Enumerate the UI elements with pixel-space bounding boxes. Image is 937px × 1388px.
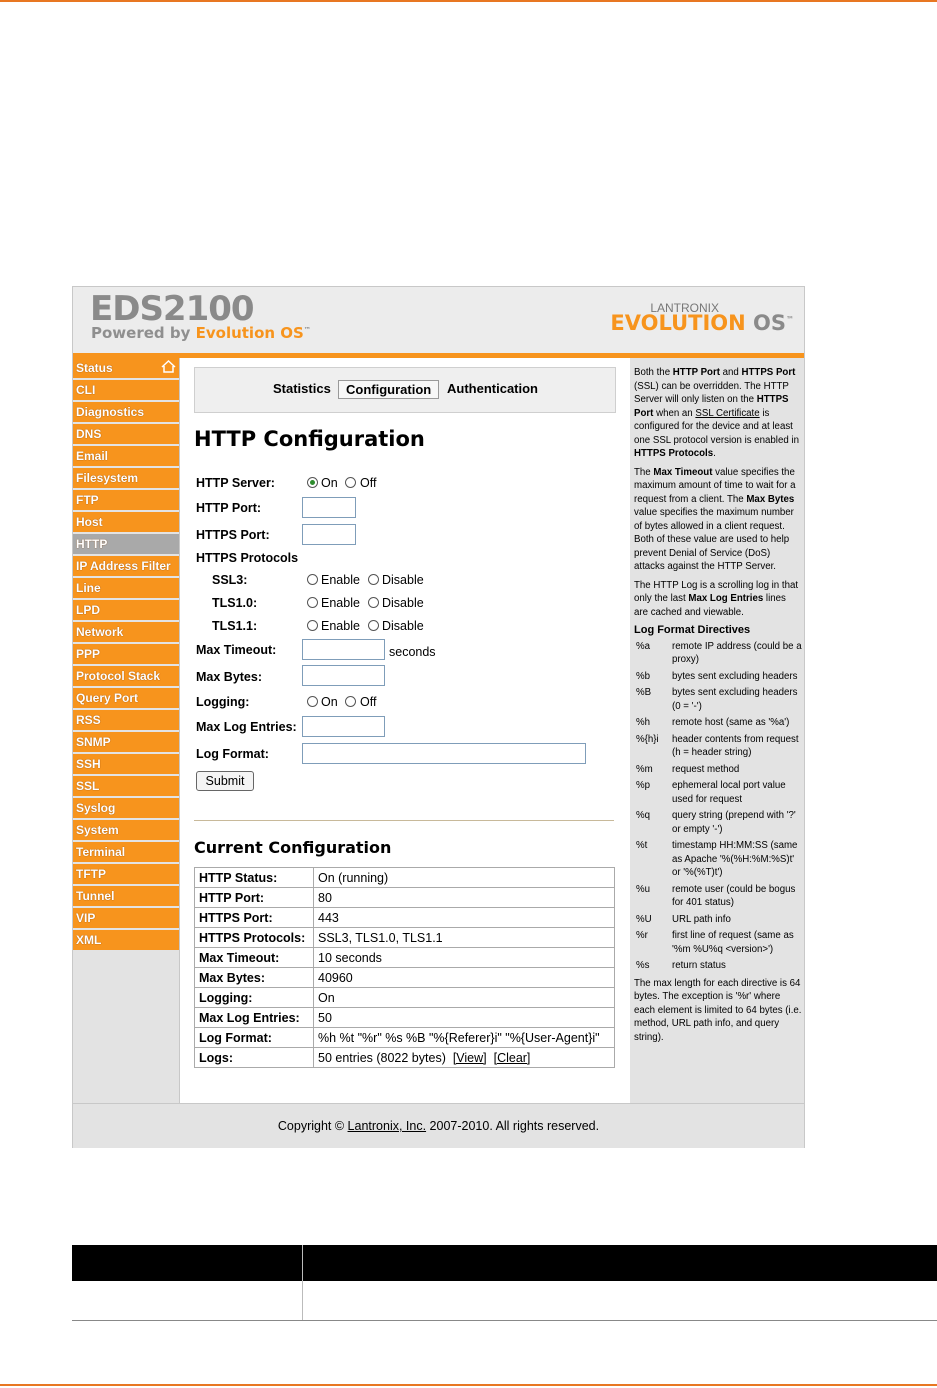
sidebar-item-label: Host [76,515,103,529]
sidebar-item[interactable] [73,798,179,818]
table-row [195,948,615,968]
config-key: Log Format: [195,1028,314,1048]
max-timeout-label: Max Timeout: [196,643,277,657]
tab-authentication[interactable]: Authentication [447,381,538,396]
help-text: value specifies the maximum number of bytes allowed in a client request. Both of these value are used to help prevent Denial of Service (DoS) attacks against the HTTP Server. [634,507,794,572]
tls10-enable-label: Enable [321,596,360,610]
sidebar-item-label: TFTP [76,867,106,881]
directive-desc: bytes sent excluding headers (0 = '-') [672,687,798,712]
sidebar-item-label: PPP [76,647,101,661]
directive-desc: URL path info [672,913,731,925]
directive-row [634,809,802,836]
section-divider [194,820,614,821]
log-format-label: Log Format: [196,747,269,761]
sidebar-item-label: XML [76,933,102,947]
table-row [195,868,615,888]
http-server-off-radio[interactable] [345,477,356,488]
sidebar-item[interactable] [73,710,179,730]
https-protocols-label: HTTPS Protocols [196,551,299,565]
sidebar-item-label: Line [76,581,101,595]
logging-on-radio[interactable] [307,696,318,707]
powered-prefix: Powered by [91,324,196,342]
directive-row [634,716,802,730]
http-server-on-radio[interactable] [307,477,318,488]
config-key: Logging: [195,988,314,1008]
logs-value [314,1048,615,1068]
sidebar-item-label: RSS [76,713,101,727]
directive-desc: request method [672,763,740,775]
sidebar-item-label: VIP [76,911,96,925]
help-text: (SSL) can be overridden. The HTTP Server will only listen on the [634,380,789,405]
sidebar-item-label: System [76,823,119,837]
logging-label: Logging: [196,695,250,709]
tls10-disable-label: Disable [382,596,424,610]
table-row [195,968,615,988]
tab-bar [194,367,616,413]
config-value: 443 [314,908,615,928]
sidebar-item-label: SSL [76,779,100,793]
sidebar-nav [73,358,179,952]
table-row [195,1028,615,1048]
directive-row [634,640,802,667]
sidebar-item[interactable] [73,380,179,400]
ssl3-disable-radio[interactable] [368,574,379,585]
sidebar-item[interactable] [73,842,179,862]
ssl3-disable-label: Disable [382,573,424,587]
config-value: 50 [314,1008,615,1028]
sidebar-item[interactable] [73,776,179,796]
directive-desc: bytes sent excluding headers [672,670,798,682]
directive-code: %u [636,883,651,895]
footer-copyright: Copyright © [277,1119,348,1133]
directive-code: %U [636,913,652,925]
logo-os: OS [753,311,786,335]
clear-logs-link[interactable]: [Clear] [493,1050,531,1065]
http-server-on-label: On [321,476,338,490]
log-format-input[interactable] [302,743,586,764]
config-value: On [314,988,615,1008]
help-bold: Max Log Entries [688,593,764,604]
sidebar-item[interactable] [73,908,179,928]
current-config-table [194,867,615,1068]
help-bold: HTTPS Port [741,367,796,378]
table-row [195,888,615,908]
sidebar-item[interactable] [73,490,179,510]
https-port-label: HTTPS Port: [196,528,270,542]
sidebar-item[interactable] [73,556,179,576]
config-key: HTTP Port: [195,888,314,908]
directive-row [634,839,802,880]
logging-off-radio[interactable] [345,696,356,707]
config-key: Max Log Entries: [195,1008,314,1028]
powered-by [91,324,311,342]
help-text: The HTTP Log is a scrolling log in that only the last [634,579,799,604]
main-content [179,358,631,1103]
page-title: HTTP Configuration [194,427,425,451]
config-value: On (running) [314,868,615,888]
sidebar-item[interactable] [73,644,179,664]
https-port-input[interactable] [302,524,356,545]
sidebar-item[interactable] [73,886,179,906]
http-server-off-label: Off [360,476,377,490]
view-logs-link[interactable]: [View] [452,1050,487,1065]
sidebar-item[interactable] [73,688,179,708]
sidebar-item[interactable] [73,622,179,642]
directive-code: %s [636,960,650,971]
ssl3-label: SSL3: [212,573,248,587]
directive-desc: timestamp HH:MM:SS (same as Apache '%(%H:%M:%S)t' or '%(%T)t') [672,840,798,878]
directive-code: %q [636,810,651,821]
directive-row [634,779,802,806]
config-value: %h %t "%r" %s %B "%{Referer}i" "%{User-Agent}i" [314,1028,615,1048]
help-bold: HTTPS Protocols [634,448,714,459]
tab-configuration[interactable]: Configuration [338,380,439,399]
help-bold: HTTP Port [672,367,720,378]
powered-brand: Evolution OS [195,324,304,342]
sidebar-item-label: Email [76,449,109,463]
sidebar-item[interactable] [73,424,179,444]
sidebar-item[interactable] [73,468,179,488]
product-name: EDS2100 [90,289,254,329]
table-row [195,988,615,1008]
sidebar-item[interactable] [73,512,179,532]
logo-evolution: EVOLUTION [610,311,746,335]
logging-on-label: On [321,695,338,709]
table-row [195,908,615,928]
doc-table-divider [302,1245,303,1321]
sidebar-item-label: Status [76,361,113,375]
sidebar-item-label: Network [76,625,124,639]
directive-code: %a [636,640,651,652]
top-rule [0,0,937,2]
sidebar-item[interactable] [73,864,179,884]
tls10-label: TLS1.0: [212,596,258,610]
logs-label: Logs: [195,1048,314,1068]
tls11-enable-radio[interactable] [307,620,318,631]
directive-row [634,959,802,973]
help-text: value specifies the maximum amount of time to wait for a request from a client. The [634,466,796,505]
sidebar-item-label: LPD [76,603,100,617]
sidebar-item[interactable] [73,930,179,950]
sidebar-item-label: FTP [76,493,99,507]
max-log-entries-input[interactable] [302,716,385,737]
help-text: The [634,466,654,478]
sidebar-item-label: Terminal [76,845,126,859]
sidebar-item[interactable] [73,666,179,686]
http-port-label: HTTP Port: [196,501,262,515]
help-text: Both the [634,367,673,378]
tls11-disable-label: Disable [382,619,424,633]
config-value: 80 [314,888,615,908]
config-value: 10 seconds [314,948,615,968]
config-value: 40960 [314,968,615,988]
directive-row [634,763,802,777]
help-text: . [713,448,716,459]
directive-row [634,670,802,684]
help-text: lines are cached and viewable. [634,593,786,618]
directive-code: %m [636,763,653,775]
directive-desc: query string (prepend with '?' or empty '-') [672,810,796,835]
sidebar-item-label: SNMP [76,735,111,749]
sidebar-item-label: CLI [76,383,96,397]
sidebar-item-label: Tunnel [76,889,115,903]
sidebar-item[interactable] [73,402,179,422]
evolution-os-logo [610,311,794,335]
http-port-input[interactable] [302,497,356,518]
max-bytes-input[interactable] [302,665,385,686]
sidebar-item[interactable] [73,578,179,598]
help-log-paragraph [634,579,802,620]
directives-title: Log Format Directives [634,624,751,636]
sidebar-item[interactable] [73,534,179,554]
directive-code: %B [636,687,652,698]
logging-off-label: Off [360,695,377,709]
config-key: Max Timeout: [195,948,314,968]
tls10-enable-radio[interactable] [307,597,318,608]
powered-tm: ™ [303,326,311,334]
sidebar-item-label: IP Address Filter [76,559,171,573]
help-text: and [719,367,742,378]
directive-code: %{h}i [636,733,659,745]
directive-code: %h [636,717,651,728]
sidebar-item[interactable] [73,732,179,752]
sidebar-item-label: Query Port [76,691,139,705]
home-icon[interactable] [161,359,176,380]
help-panel [630,358,804,1103]
directive-row [634,686,802,713]
doc-table-header [72,1245,937,1281]
directive-code: %p [636,780,651,791]
config-key: HTTPS Port: [195,908,314,928]
sidebar-item-label: Protocol Stack [76,669,161,683]
directive-row [634,913,802,927]
footer-rights: 2007-2010. All rights reserved. [426,1119,600,1133]
ssl3-enable-label: Enable [321,573,360,587]
help-timeout-paragraph [634,466,802,574]
sidebar-item[interactable] [73,600,179,620]
logs-count: 50 entries (8022 bytes) [318,1050,446,1065]
sidebar-item-label: HTTP [76,537,108,551]
config-key: Max Bytes: [195,968,314,988]
sidebar-item-label: DNS [76,427,102,441]
sidebar-item[interactable] [73,820,179,840]
sidebar-item[interactable] [73,754,179,774]
directive-code: %r [636,930,648,941]
help-bold: Max Timeout [653,466,713,478]
directive-desc: header contents from request (h = header string) [672,733,799,758]
header-banner [73,287,804,358]
table-row [195,1008,615,1028]
tls10-disable-radio[interactable] [368,597,379,608]
directive-desc: remote user (could be bogus for 401 status) [672,883,796,908]
sidebar-item-label: SSH [76,757,101,771]
table-row [195,1048,615,1068]
tab-statistics[interactable]: Statistics [273,381,331,396]
tls11-label: TLS1.1: [212,619,258,633]
tls11-enable-label: Enable [321,619,360,633]
directive-desc: first line of request (same as '%m %U%q <version>') [672,930,794,955]
bottom-rule [0,1384,937,1386]
directive-code: %t [636,840,648,851]
doc-table-bottom [72,1320,937,1321]
ssl-certificate-link[interactable]: SSL Certificate [695,407,760,419]
help-bold: HTTPS Port [634,394,789,419]
footer [73,1103,804,1148]
sidebar-item[interactable] [73,358,179,378]
sidebar-item-label: Diagnostics [76,405,145,419]
directive-row [634,733,802,760]
lantronix-link[interactable]: Lantronix, Inc. [347,1119,427,1133]
sidebar-item[interactable] [73,446,179,466]
config-value: SSL3, TLS1.0, TLS1.1 [314,928,615,948]
max-bytes-label: Max Bytes: [196,670,262,684]
http-server-label: HTTP Server: [196,476,275,490]
directive-row [634,929,802,956]
help-ports-paragraph [634,366,802,461]
directives-list [630,640,804,973]
config-key: HTTP Status: [195,868,314,888]
tls11-disable-radio[interactable] [368,620,379,631]
max-timeout-input[interactable] [302,639,385,660]
help-length-paragraph: The max length for each directive is 64 bytes. The exception is '%r' where each element is limited to 64 bytes (i.e. method, URL path info, and query string). [634,977,802,1043]
help-text: is configured for the device and at least one SSL protocol version is enabled in [634,407,799,446]
config-key: HTTPS Protocols: [195,928,314,948]
logo-tm: ™ [786,315,794,324]
help-bold: Max Bytes [746,493,795,505]
sidebar-item-label: Syslog [76,801,116,815]
directive-desc: remote host (same as '%a') [672,717,790,728]
directive-desc: return status [672,960,726,971]
help-text: when an [653,407,696,419]
max-timeout-unit: seconds [389,645,436,659]
ssl3-enable-radio[interactable] [307,574,318,585]
directive-row [634,883,802,910]
sidebar-item-label: Filesystem [76,471,139,485]
directive-desc: ephemeral local port value used for request [672,780,786,805]
directive-code: %b [636,670,651,682]
browser-frame [72,286,805,1148]
table-row [195,928,615,948]
max-log-entries-label: Max Log Entries: [196,720,297,734]
directive-desc: remote IP address (could be a proxy) [672,640,802,665]
current-config-title: Current Configuration [194,838,392,857]
lantronix-logo: LANTRONIX [650,301,719,315]
submit-button[interactable]: Submit [196,771,254,791]
